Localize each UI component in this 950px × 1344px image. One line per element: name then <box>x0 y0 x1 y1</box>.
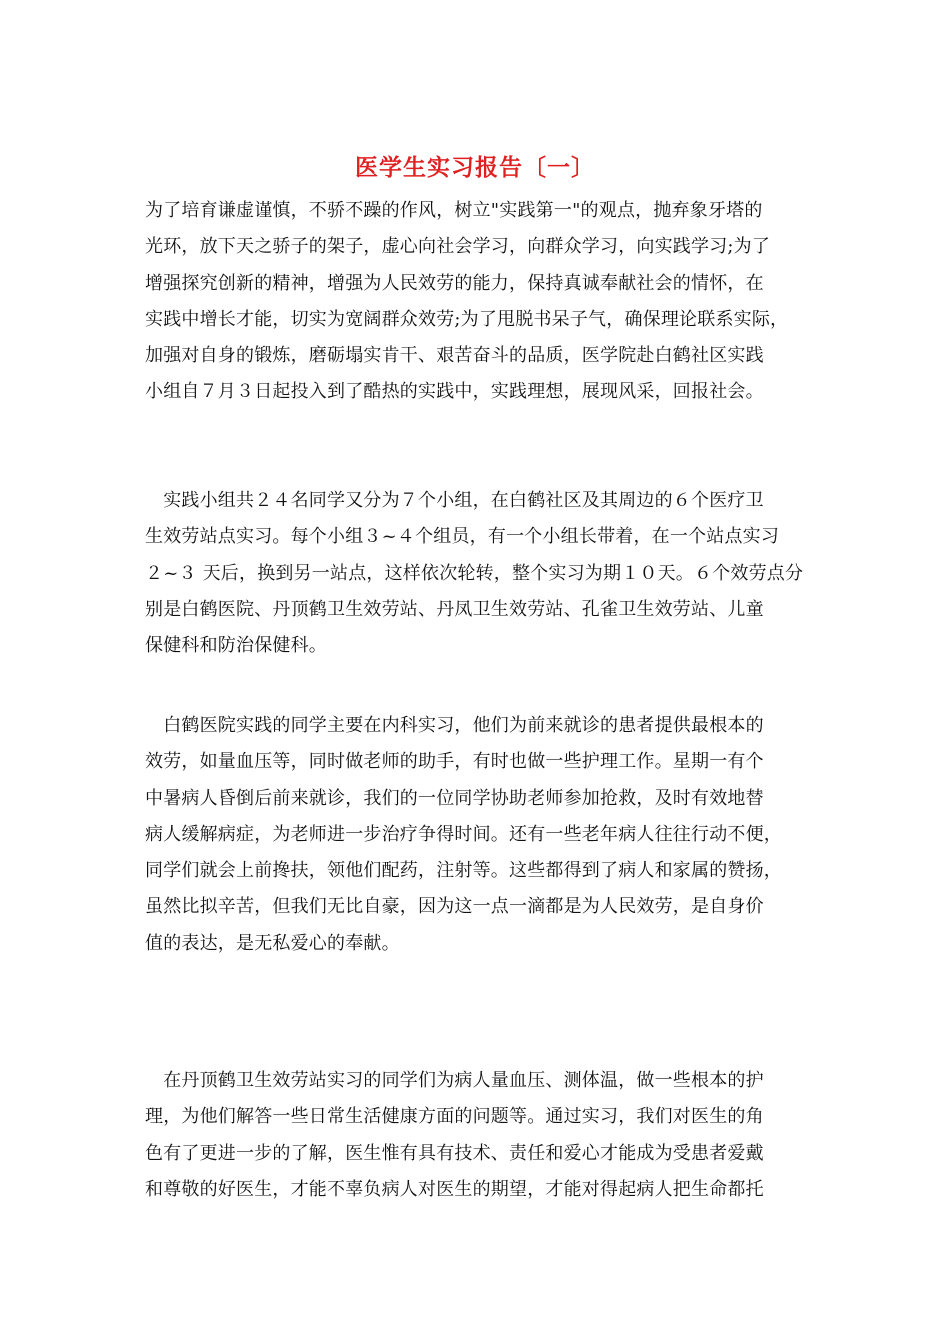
paragraph-line: 小组自７月３日起投入到了酷热的实践中，实践理想，展现风采，回报社会。 <box>145 381 764 403</box>
paragraph-line: 保健科和防治保健科。 <box>145 635 327 657</box>
paragraph-line: 增强探究创新的精神，增强为人民效劳的能力，保持真诚奉献社会的情怀，在 <box>145 272 764 294</box>
paragraph-line: 病人缓解病症，为老师进一步治疗争得时间。还有一些老年病人往往行动不便， <box>145 823 782 845</box>
paragraph-line: 理，为他们解答一些日常生活健康方面的问题等。通过实习，我们对医生的角 <box>145 1106 764 1128</box>
paragraph-line: 实践中增长才能，切实为宽阔群众效劳;为了甩脱书呆子气，确保理论联系实际， <box>145 308 789 330</box>
document-title: 医学生实习报告〔一〕 <box>355 154 595 181</box>
paragraph-2 <box>145 483 825 664</box>
paragraph-line: 为了培育谦虚谨慎，不骄不躁的作风，树立"实践第一"的观点，抛弃象牙塔的 <box>145 200 763 221</box>
paragraph-1 <box>145 193 825 411</box>
paragraph-line: 同学们就会上前搀扶，领他们配药，注射等。这些都得到了病人和家属的赞扬， <box>145 860 782 882</box>
paragraph-line: 光环，放下天之骄子的架子，虚心向社会学习，向群众学习，向实践学习;为了 <box>145 236 771 258</box>
paragraph-line: 效劳，如量血压等，同时做老师的助手，有时也做一些护理工作。星期一有个 <box>145 751 764 773</box>
paragraph-line: 加强对自身的锻炼，磨砺塌实肯干、艰苦奋斗的品质，医学院赴白鹤社区实践 <box>145 345 764 367</box>
paragraph-line: 白鹤医院实践的同学主要在内科实习，他们为前来就诊的患者提供最根本的 <box>145 715 764 736</box>
paragraph-line: 值的表达，是无私爱心的奉献。 <box>145 932 400 954</box>
paragraph-line: 和尊敬的好医生，才能不辜负病人对医生的期望，才能对得起病人把生命都托 <box>145 1178 764 1200</box>
paragraph-line: 在丹顶鹤卫生效劳站实习的同学们为病人量血压、测体温，做一些根本的护 <box>145 1070 764 1091</box>
paragraph-4 <box>145 1063 825 1208</box>
paragraph-line: 别是白鹤医院、丹顶鹤卫生效劳站、丹凤卫生效劳站、孔雀卫生效劳站、儿童 <box>145 598 764 620</box>
paragraph-line: ２~３ 天后，换到另一站点，这样依次轮转，整个实习为期１０天。６个效劳点分 <box>145 562 804 584</box>
paragraph-line: 虽然比拟辛苦，但我们无比自豪，因为这一点一滴都是为人民效劳，是自身价 <box>145 896 764 918</box>
paragraph-3 <box>145 708 825 962</box>
paragraph-line: 生效劳站点实习。每个小组３~４个组员，有一个小组长带着，在一个站点实习 <box>145 526 780 548</box>
paragraph-line: 色有了更进一步的了解，医生惟有具有技术、责任和爱心才能成为受患者爱戴 <box>145 1142 764 1164</box>
paragraph-line: 实践小组共２４名同学又分为７个小组，在白鹤社区及其周边的６个医疗卫 <box>145 490 764 511</box>
paragraph-line: 中暑病人昏倒后前来就诊，我们的一位同学协助老师参加抢救，及时有效地替 <box>145 787 764 809</box>
